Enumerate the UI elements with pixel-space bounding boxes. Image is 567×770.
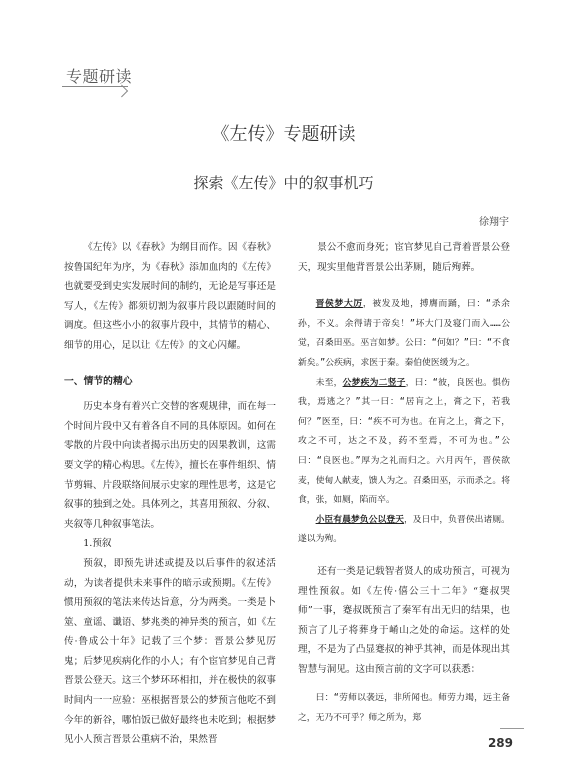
- author-name: 徐翔宇: [479, 217, 509, 228]
- section-1-paragraph: 历史本身有着兴亡交替的客观规律，而在每一个时间片段中又有着各自不同的具体原因。如何在零散的片段中向读者揭示出历史的因果教训，这需要文学的精心构思。《左传》，擅长在事件组织、情节剪辑、片段联络间展示史家的理性思考，这是它叙事的独到之处。具体列之，其喜用预叙、分叙、夹叙等几种叙事笔法。: [64, 401, 276, 530]
- quote-3-text: ，及日中，负晋侯出诸厕。遂以为殉。: [298, 514, 510, 545]
- page-number-rule: [500, 728, 524, 729]
- quote-1: [298, 295, 510, 373]
- quote-3-emphasis: 小臣有晨梦负公以登天: [315, 514, 404, 525]
- quote-3: [298, 511, 510, 550]
- left-column: [64, 238, 276, 750]
- quote-block-2: [298, 689, 510, 728]
- page-subtitle: 探索《左传》中的叙事机巧: [193, 174, 374, 192]
- subsection-1-paragraph: 预叙，即预先讲述或提及以后事件的叙述活动，为读者提供未来事件的暗示或预期。《左传》惯用预叙的笔法来传达旨意，分为两类。一类是卜筮、童谣、谶语、梦兆类的神异类的预言，如《左传·鲁成公十年》记载了三个梦：晋景公梦见厉鬼；后梦见疾病化作的小人；有个宦官梦见自己背晋景公登天。这三个梦环环相扣，并在极快的叙事时间内一一应验：巫根据晋景公的梦预言他吃不到今年的新谷，哪怕饭已做好最终也未吃到；根据梦见小人预言晋景公重病不治，果然晋: [64, 557, 276, 746]
- section-tag: 专题研读: [66, 67, 133, 86]
- rational-foreshadow-paragraph: 还有一类是记载智者贤人的成功预言，可视为理性预叙。如《左传·僖公三十二年》“蹇叔哭师”一事，蹇叔既预言了秦军有出无归的结果，也预言了儿子将葬身于崤山之处的命运。这样的处理，不是为了凸显蹇叔的神乎其神，而是体现出其智慧与洞见。这由预言前的文字可以获悉：: [298, 565, 510, 675]
- quote-2-text: ，曰：“彼，良医也。惧伤我，焉逃之？”其一曰：“居肓之上，膏之下，若我何？”医至，曰：“疾不可为也。在肓之上，膏之下，攻之不可，达之不及，药不至焉，不可为也。”公曰：“良医也。”厚为之礼而归之。六月丙午，晋侯欲麦，使甸人献麦，馈人为之。召桑田巫，示而杀之。将食，张，如厕，陷而卒。: [298, 377, 510, 506]
- section-heading-1: 一、情节的精心: [64, 375, 133, 387]
- intro-paragraph: 《左传》以《春秋》为纲目而作。因《春秋》按鲁国纪年为序，为《春秋》添加血肉的《左传》也就要受到史实发展时间的制约，无论是写事还是写人，《左传》都须切割为叙事片段以跟随时间的调度。但这些小小的叙事片段中，其情节的精心、细节的用心，足以让《左传》的文心闪耀。: [64, 242, 276, 351]
- page-title: 《左传》专题研读: [211, 124, 356, 145]
- quote-1-text: ，被发及地，搏膺而踊，曰：“杀余孙，不义。余得请于帝矣！”坏大门及寝门而入……公觉，召桑田巫。巫言如梦。公曰：“何如？”曰：“不食新矣。”公疾病，求医于秦。秦伯使医缓为之。: [298, 299, 510, 368]
- subsection-heading-1: 1.预叙: [83, 538, 112, 550]
- page-number: 289: [487, 736, 513, 750]
- quote-2-emphasis: 公梦疾为二竖子: [342, 377, 406, 388]
- quote-2: [298, 374, 510, 511]
- quote-4: 曰：“劳师以袭远，非所闻也。师劳力竭，远主备之，无乃不可乎？师之所为，郑: [298, 693, 510, 724]
- quote-2-pre: 未至，: [315, 377, 343, 388]
- continued-paragraph: 景公不愈而身死；宦官梦见自己背着晋景公登天，现实里他背晋景公出茅厕，随后殉葬。: [298, 242, 510, 273]
- quote-1-emphasis: 晋侯梦大厉: [315, 299, 363, 310]
- right-column: [298, 238, 510, 741]
- quote-block-1: [298, 295, 510, 550]
